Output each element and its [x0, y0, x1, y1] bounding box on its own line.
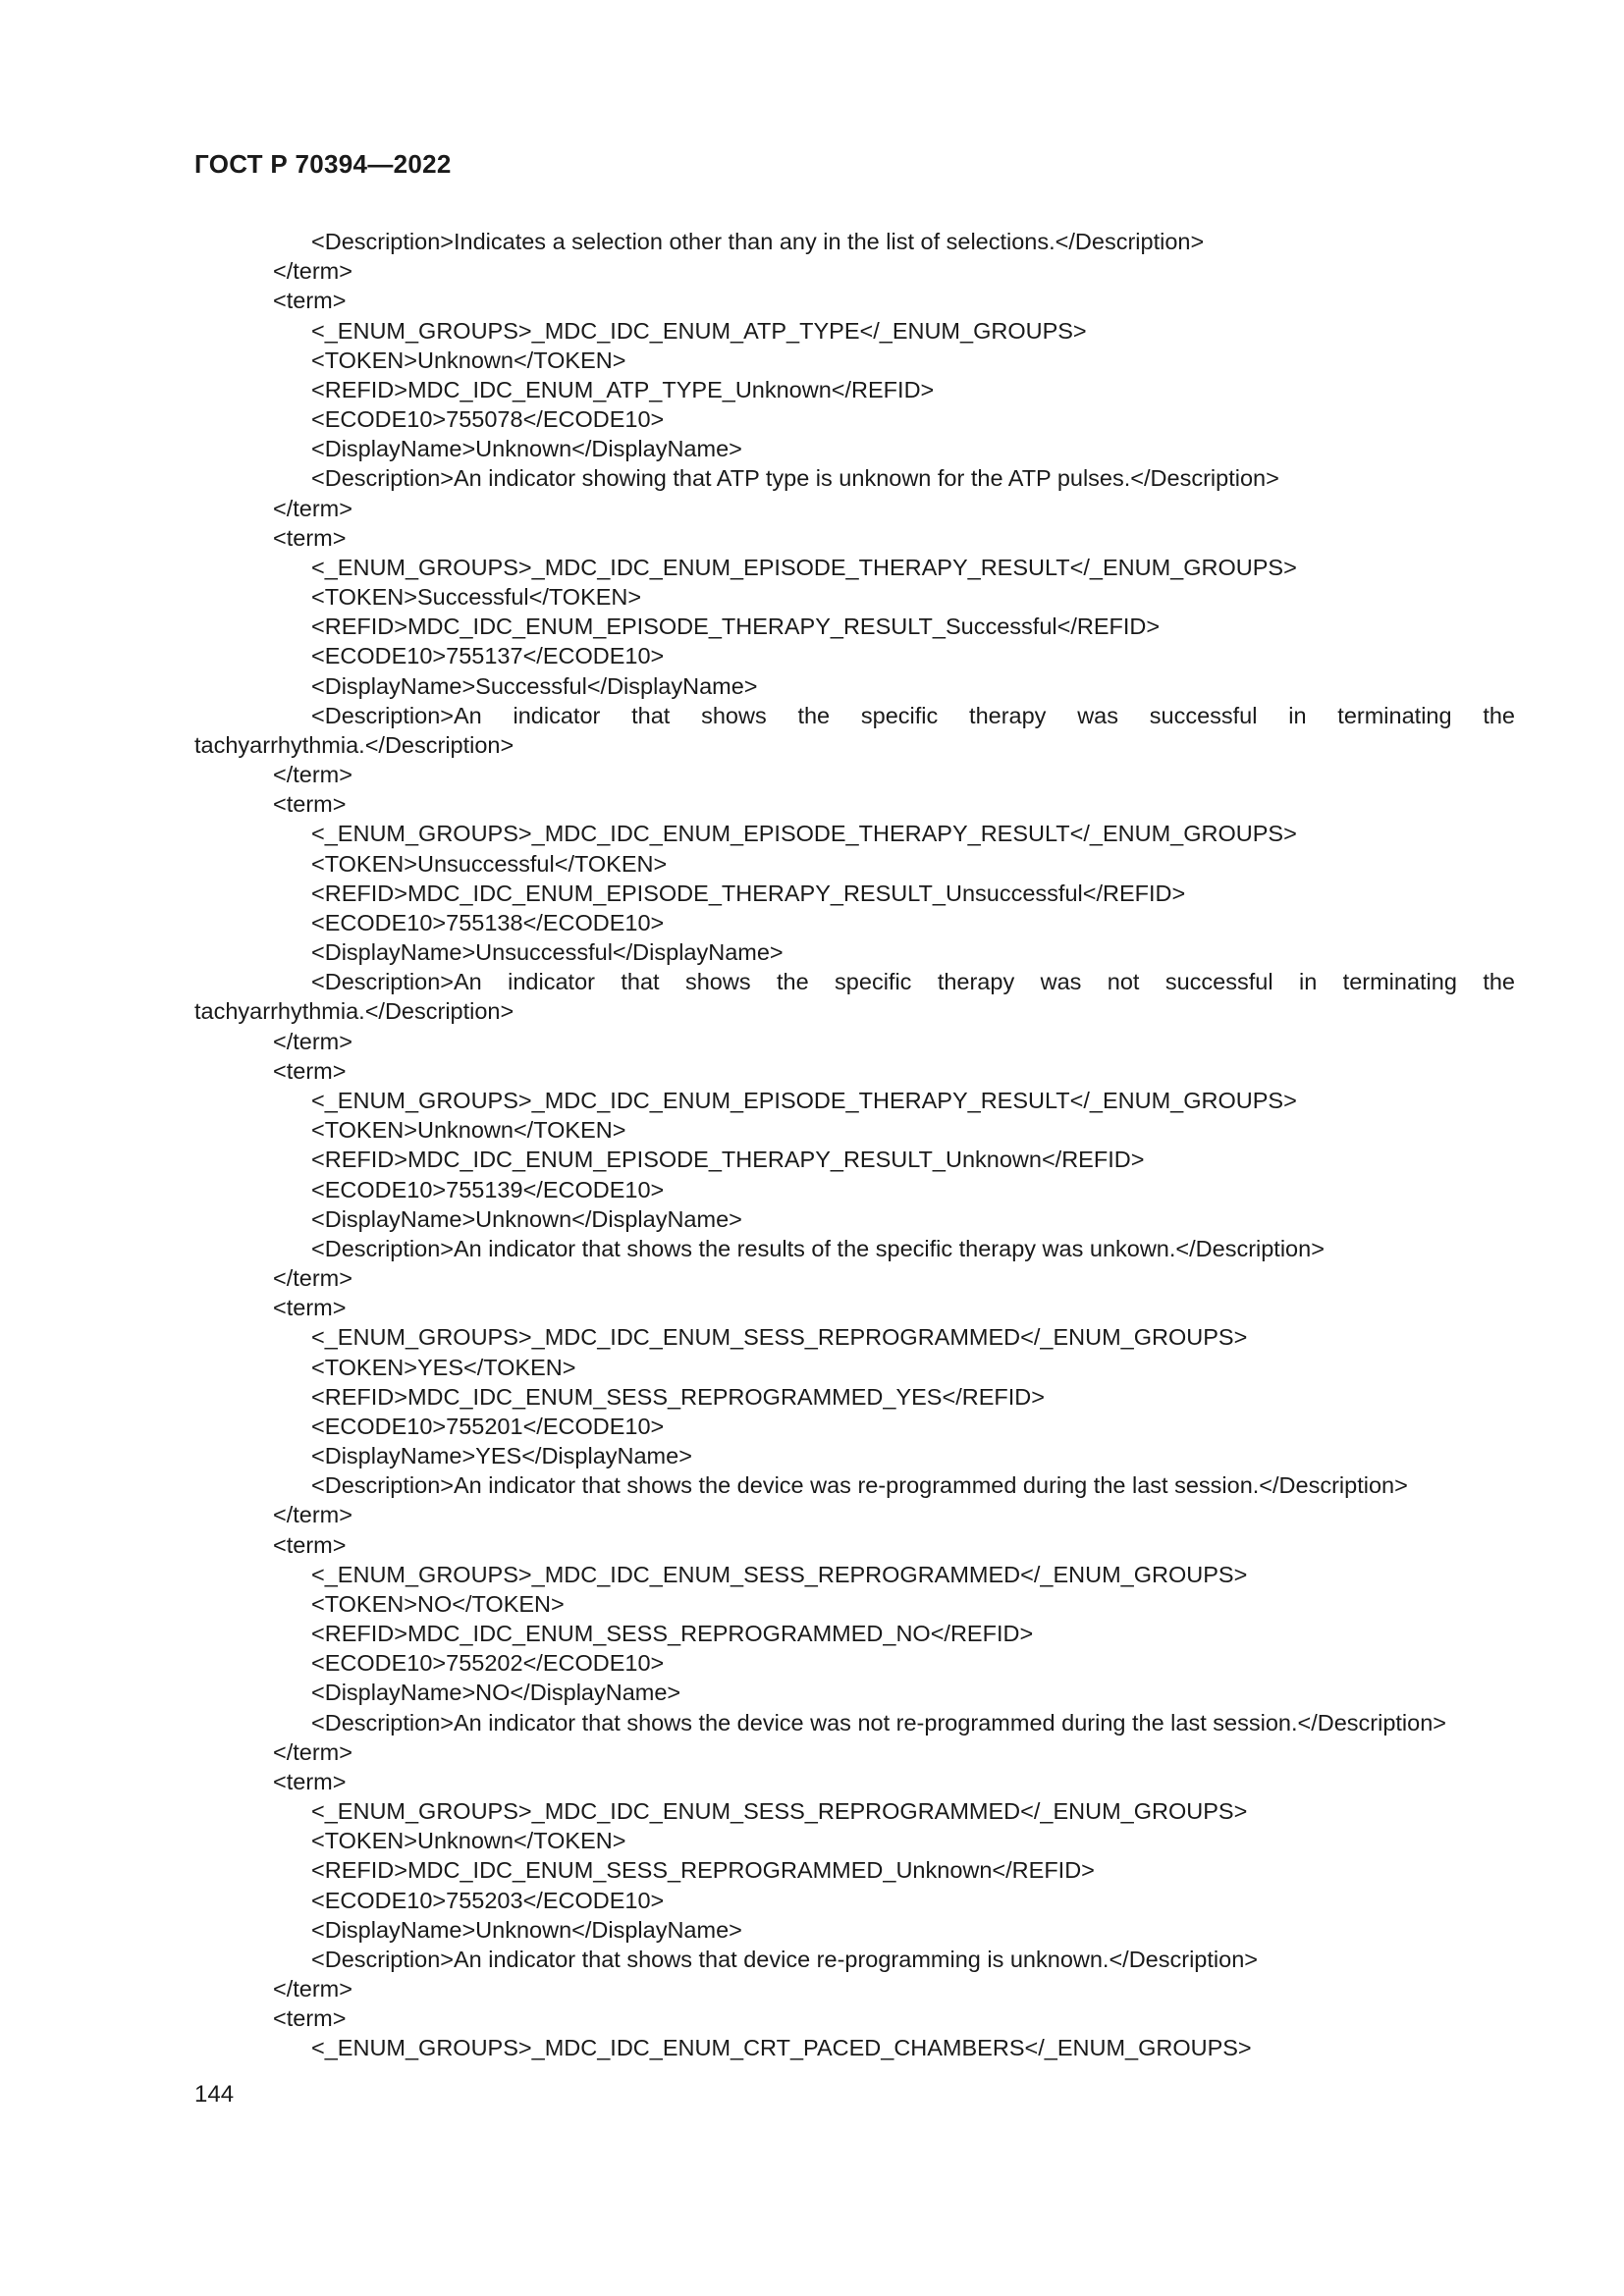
xml-line: <Description>An indicator that shows the device was re-programmed during the last session.</Description>: [311, 1472, 1408, 1499]
xml-line: <term>: [273, 791, 347, 818]
xml-line: <TOKEN>Unknown</TOKEN>: [311, 1828, 626, 1854]
xml-line: </term>: [273, 1976, 352, 2002]
xml-line: <REFID>MDC_IDC_ENUM_SESS_REPROGRAMMED_YES</REFID>: [311, 1383, 1045, 1410]
xml-line: <REFID>MDC_IDC_ENUM_SESS_REPROGRAMMED_Unknown</REFID>: [311, 1857, 1095, 1884]
xml-line: <Description>An indicator showing that ATP type is unknown for the ATP pulses.</Description>: [311, 465, 1279, 492]
xml-line: <REFID>MDC_IDC_ENUM_EPISODE_THERAPY_RESULT_Unsuccessful</REFID>: [311, 880, 1186, 906]
xml-line: <DisplayName>Unknown</DisplayName>: [311, 1916, 742, 1943]
xml-line: <term>: [273, 2005, 347, 2032]
xml-line: <TOKEN>Unknown</TOKEN>: [311, 1117, 626, 1144]
xml-line: <_ENUM_GROUPS>_MDC_IDC_ENUM_EPISODE_THERAPY_RESULT</_ENUM_GROUPS>: [311, 821, 1297, 847]
xml-line: <TOKEN>YES</TOKEN>: [311, 1354, 576, 1380]
xml-line: <TOKEN>Successful</TOKEN>: [311, 584, 642, 611]
xml-line: </term>: [273, 1738, 352, 1765]
xml-line: <term>: [273, 1295, 347, 1321]
xml-line: <Description>An indicator that shows the device was not re-programmed during the last session.</Description>: [311, 1709, 1447, 1735]
xml-line: <DisplayName>Unsuccessful</DisplayName>: [311, 939, 784, 966]
xml-line: <ECODE10>755139</ECODE10>: [311, 1176, 665, 1202]
xml-line: <REFID>MDC_IDC_ENUM_ATP_TYPE_Unknown</REFID>: [311, 376, 935, 402]
xml-line: <ECODE10>755202</ECODE10>: [311, 1650, 665, 1677]
xml-line: <ECODE10>755138</ECODE10>: [311, 909, 665, 935]
xml-line: tachyarrhythmia.</Description>: [194, 731, 514, 758]
xml-line: <_ENUM_GROUPS>_MDC_IDC_ENUM_SESS_REPROGRAMMED</_ENUM_GROUPS>: [311, 1324, 1248, 1351]
xml-line: <REFID>MDC_IDC_ENUM_EPISODE_THERAPY_RESULT_Successful</REFID>: [311, 614, 1161, 640]
xml-line: <ECODE10>755137</ECODE10>: [311, 643, 665, 669]
xml-line: </term>: [273, 1265, 352, 1292]
xml-line: <DisplayName>Successful</DisplayName>: [311, 672, 758, 699]
xml-line: </term>: [273, 1028, 352, 1054]
xml-line: <_ENUM_GROUPS>_MDC_IDC_ENUM_EPISODE_THERAPY_RESULT</_ENUM_GROUPS>: [311, 1087, 1297, 1113]
xml-line: tachyarrhythmia.</Description>: [194, 998, 514, 1025]
xml-line: <DisplayName>YES</DisplayName>: [311, 1443, 692, 1469]
xml-line: <DisplayName>Unknown</DisplayName>: [311, 1205, 742, 1232]
xml-line: <REFID>MDC_IDC_ENUM_EPISODE_THERAPY_RESULT_Unknown</REFID>: [311, 1147, 1145, 1173]
xml-line: <term>: [273, 524, 347, 551]
xml-line: <ECODE10>755201</ECODE10>: [311, 1413, 665, 1439]
xml-line: <_ENUM_GROUPS>_MDC_IDC_ENUM_EPISODE_THERAPY_RESULT</_ENUM_GROUPS>: [311, 554, 1297, 580]
xml-line: <_ENUM_GROUPS>_MDC_IDC_ENUM_CRT_PACED_CHAMBERS</_ENUM_GROUPS>: [311, 2035, 1252, 2061]
xml-line: <ECODE10>755203</ECODE10>: [311, 1887, 665, 1913]
xml-line: <TOKEN>Unsuccessful</TOKEN>: [311, 850, 668, 877]
xml-line: <Description>An indicator that shows that device re-programming is unknown.</Description>: [311, 1946, 1258, 1972]
xml-line: <TOKEN>NO</TOKEN>: [311, 1590, 565, 1617]
xml-line: </term>: [273, 495, 352, 521]
xml-line: </term>: [273, 762, 352, 788]
xml-line: <Description>An indicator that shows the results of the specific therapy was unkown.</Description>: [311, 1235, 1325, 1261]
xml-line: <term>: [273, 1768, 347, 1794]
xml-line: <_ENUM_GROUPS>_MDC_IDC_ENUM_SESS_REPROGRAMMED</_ENUM_GROUPS>: [311, 1798, 1248, 1825]
page-number: 144: [194, 2081, 235, 2108]
xml-line: <term>: [273, 1057, 347, 1084]
xml-line: <DisplayName>Unknown</DisplayName>: [311, 436, 742, 462]
xml-line: <term>: [273, 288, 347, 314]
xml-line: <_ENUM_GROUPS>_MDC_IDC_ENUM_ATP_TYPE</_ENUM_GROUPS>: [311, 317, 1087, 344]
xml-line: <Description>An indicator that shows the specific therapy was successful in terminating the: [311, 702, 1515, 728]
xml-line: <ECODE10>755078</ECODE10>: [311, 406, 665, 433]
xml-line: <DisplayName>NO</DisplayName>: [311, 1680, 681, 1706]
xml-line: <TOKEN>Unknown</TOKEN>: [311, 347, 626, 373]
document-header: ГОСТ Р 70394—2022: [194, 149, 452, 179]
xml-line: </term>: [273, 1502, 352, 1528]
xml-listing: [194, 227, 1515, 2063]
xml-line: <REFID>MDC_IDC_ENUM_SESS_REPROGRAMMED_NO</REFID>: [311, 1621, 1034, 1647]
xml-line: <Description>Indicates a selection other than any in the list of selections.</Description>: [311, 229, 1205, 254]
xml-line: <Description>An indicator that shows the specific therapy was not successful in terminating the: [311, 969, 1515, 995]
xml-line: <term>: [273, 1531, 347, 1558]
xml-line: <_ENUM_GROUPS>_MDC_IDC_ENUM_SESS_REPROGRAMMED</_ENUM_GROUPS>: [311, 1561, 1248, 1587]
xml-line: </term>: [273, 258, 352, 285]
